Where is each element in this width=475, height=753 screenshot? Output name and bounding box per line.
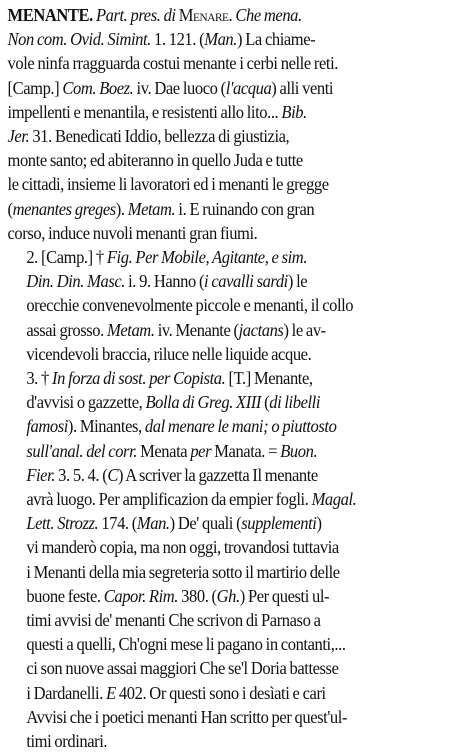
text-run: i Menanti della mia segreteria sotto il martirio delle xyxy=(26,561,340,582)
text-run: Buon. xyxy=(280,440,318,461)
text-run: Menata xyxy=(136,440,191,461)
text-run: Man. xyxy=(136,513,170,534)
text-run: Menare. xyxy=(178,5,233,25)
text-line xyxy=(8,124,455,148)
text-run: Magal. xyxy=(311,489,357,510)
sense-2-paragraph xyxy=(8,245,455,366)
text-run: 2. [Camp.] † xyxy=(26,247,107,268)
text-run: ) xyxy=(316,513,322,534)
text-run: famosi xyxy=(26,416,68,437)
text-line xyxy=(8,148,455,172)
text-run: Metam. xyxy=(107,319,155,340)
entry-paragraph xyxy=(8,3,455,245)
text-run: Part. pres. di xyxy=(95,5,179,25)
text-run: i cavalli sardi xyxy=(204,271,288,292)
text-run: orecchie convenevolmente piccole e menanti, il collo xyxy=(26,295,354,316)
text-run: i Dardanelli. xyxy=(26,682,107,703)
text-run: i. 9. Hanno ( xyxy=(124,271,205,292)
text-line xyxy=(8,172,455,196)
text-line xyxy=(8,3,455,27)
text-line xyxy=(8,681,455,705)
text-line xyxy=(8,245,455,269)
text-line xyxy=(8,390,455,414)
text-run: 1. 121. ( xyxy=(150,29,205,50)
text-run: E xyxy=(106,682,116,703)
text-line xyxy=(8,100,455,124)
text-run: ) Per questi ul- xyxy=(239,585,330,606)
text-run: menantes greges xyxy=(12,198,116,219)
text-run: ). xyxy=(115,198,128,219)
text-run: ). Minantes, xyxy=(67,416,145,437)
text-run: dal menare le mani; o piuttosto xyxy=(144,416,337,437)
text-line xyxy=(8,560,455,584)
text-line xyxy=(8,608,455,632)
text-run: iv. Menante ( xyxy=(154,319,239,340)
text-run: l'acqua xyxy=(225,77,272,98)
text-run: timi ordinari. xyxy=(26,731,108,752)
text-run: avrà luogo. Per amplificazion da empier fogli. xyxy=(26,489,312,510)
text-run: di libelli xyxy=(269,392,321,413)
text-run: Che mena. xyxy=(235,5,302,25)
text-line xyxy=(8,487,455,511)
text-line xyxy=(8,269,455,293)
text-run: monte santo; ed abiteranno in quello Juda e tutte xyxy=(7,150,303,171)
text-run: ) La chiame- xyxy=(236,29,316,50)
text-line xyxy=(8,293,455,317)
text-line xyxy=(8,51,455,75)
text-run: Bolla di Greg. XIII xyxy=(145,392,261,413)
text-run: Non com. Ovid. Simint. xyxy=(7,29,151,50)
text-run: questi a quelli, Ch'ogni mese li pagano in contanti,... xyxy=(26,634,346,655)
text-run: sull'anal. del corr. xyxy=(26,440,137,461)
text-run: corso, induce nuvoli menanti gran fiumi. xyxy=(7,222,258,243)
text-run: 380. ( xyxy=(178,585,217,606)
text-run: ) le av- xyxy=(283,319,326,340)
text-run: Lett. Strozz. xyxy=(26,513,99,534)
text-run: ( xyxy=(7,198,13,219)
text-run: ci son nuove assai maggiori Che se'l Doria battesse xyxy=(26,658,339,679)
text-run: 31. Benedicati Iddio, bellezza di giustizia, xyxy=(29,126,290,147)
text-run: vi manderò copia, ma non oggi, trovandosi tuttavia xyxy=(26,537,339,558)
text-run: impellenti e menantila, e resistenti allo lito... xyxy=(7,101,282,122)
text-line xyxy=(8,632,455,656)
text-run: 402. Or questi sono i desìati e cari xyxy=(115,682,326,703)
text-run: vicendevoli braccia, riluce nelle liquide acque. xyxy=(26,343,312,364)
text-run: 174. ( xyxy=(98,513,137,534)
text-line xyxy=(8,76,455,100)
text-run: ) A scriver la gazzetta Il menante xyxy=(117,464,318,485)
text-line xyxy=(8,705,455,729)
text-run: Fig. Per Mobile, Agitante, e sim. xyxy=(106,247,308,268)
text-line xyxy=(8,656,455,680)
text-line xyxy=(8,463,455,487)
text-line xyxy=(8,366,455,390)
text-run: i. E ruinando con gran xyxy=(175,198,315,219)
text-run: 3. † xyxy=(26,368,53,389)
text-run: 3. 5. 4. ( xyxy=(54,464,108,485)
text-run: Din. Din. Masc. xyxy=(26,271,125,292)
text-run: [Camp.] xyxy=(7,77,63,98)
text-run: d'avvisi o gazzette, xyxy=(26,392,146,413)
text-run: ) De' quali ( xyxy=(169,513,242,534)
text-run: [T.] Menante, xyxy=(225,368,313,389)
text-run: ) alli venti xyxy=(271,77,334,98)
text-line xyxy=(8,414,455,438)
text-run: per xyxy=(190,440,212,461)
text-run: timi avvisi de' menanti Che scrivon di Parnaso a xyxy=(26,610,321,631)
text-run: Manata. = xyxy=(211,440,281,461)
text-line xyxy=(8,439,455,463)
text-line xyxy=(8,535,455,559)
text-line xyxy=(8,729,455,753)
headword: MENANTE. xyxy=(7,5,93,25)
text-run: Bib. xyxy=(281,101,307,122)
text-line xyxy=(8,511,455,535)
text-line xyxy=(8,221,455,245)
text-run: Com. Boez. xyxy=(62,77,134,98)
text-run: Jer. xyxy=(7,126,30,147)
text-line xyxy=(8,27,455,51)
text-run: supplementi xyxy=(241,513,317,534)
text-run: vole ninfa rragguarda costui menante i cerbi nelle reti. xyxy=(7,53,338,74)
text-run: Capor. Rim. xyxy=(103,585,179,606)
text-run: C xyxy=(107,464,118,485)
text-run: assai grosso. xyxy=(26,319,108,340)
text-run: iv. Dae luoco ( xyxy=(133,77,226,98)
text-line xyxy=(8,584,455,608)
text-run: Metam. xyxy=(127,198,176,219)
text-run: Gh. xyxy=(216,585,240,606)
text-run: ( xyxy=(260,392,270,413)
text-run: buone feste. xyxy=(26,585,104,606)
text-run: le cittadi, insieme li lavoratori ed i menanti le gregge xyxy=(7,174,329,195)
text-run: jactans xyxy=(238,319,284,340)
text-run: Man. xyxy=(204,29,237,50)
text-line xyxy=(8,197,455,221)
text-run: ) le xyxy=(287,271,308,292)
text-line xyxy=(8,318,455,342)
sense-3-paragraph xyxy=(8,366,455,753)
text-run: Avvisi che i poetici menanti Han scritto per quest'ul- xyxy=(26,706,348,727)
text-line xyxy=(8,342,455,366)
text-run: In forza di sost. per Copista. xyxy=(52,368,226,389)
text-run: Fier. xyxy=(26,464,55,485)
